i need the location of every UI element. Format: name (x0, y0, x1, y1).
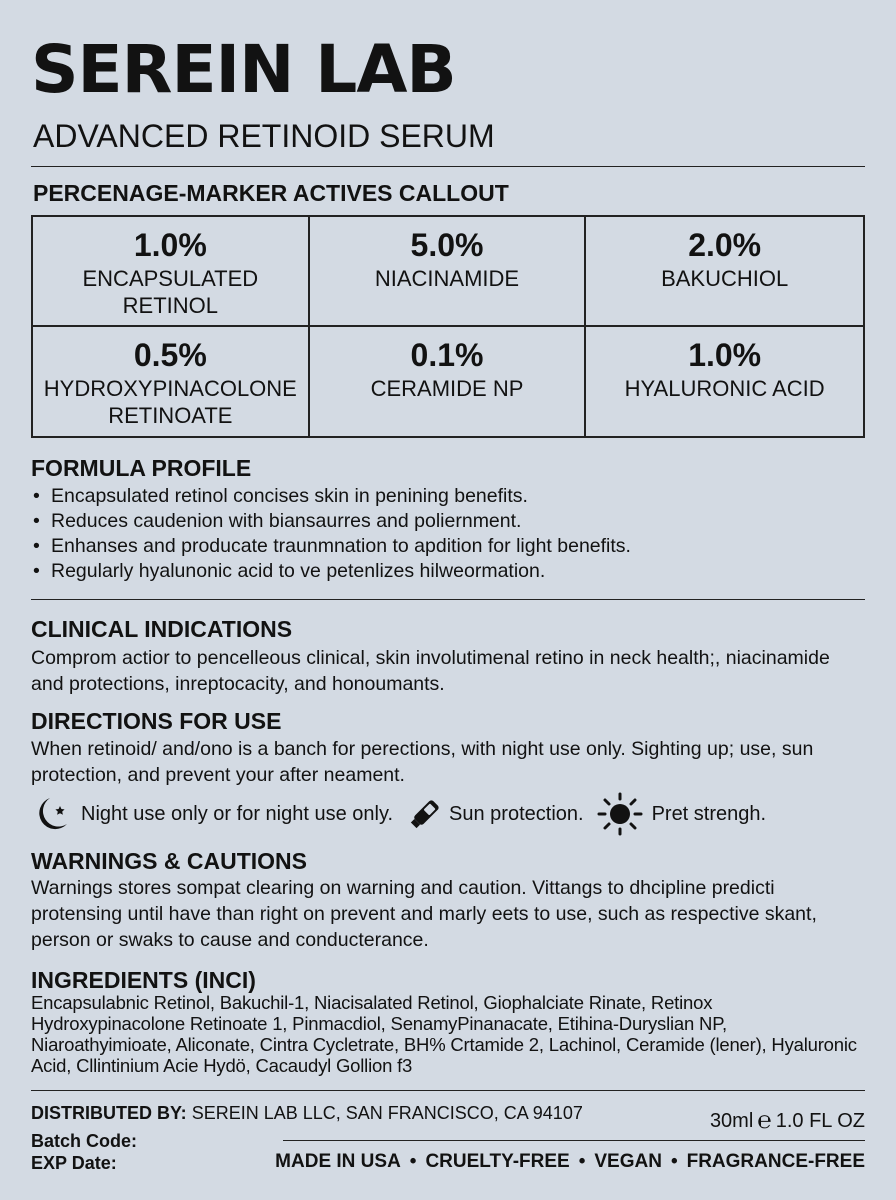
active-name: HYDROXYPINACOLONE RETINOATE (43, 375, 297, 428)
product-name: ADVANCED RETINOID SERUM (33, 118, 495, 154)
list-item: • Encapsulated retinol concises skin in penining benefits. (31, 484, 631, 509)
active-percent: 5.0% (410, 227, 484, 263)
sunscreen-tube-icon (409, 797, 441, 831)
clinical-text: Comprom actior to pencelleous clinical, skin involutimenal retino in neck health;, niacinamide and protections, inreptocacity, and honoumants. (31, 647, 830, 695)
distributor-value: SEREIN LAB LLC, SAN FRANCISCO, CA 94107 (191, 1103, 583, 1123)
active-name: CERAMIDE NP (370, 375, 524, 401)
batch-code-label: Batch Code: (31, 1131, 138, 1151)
ingredients-heading: INGREDIENTS (INCI) (31, 967, 256, 993)
brand-name: SEREIN LAB (31, 31, 456, 108)
claim-badge: VEGAN (594, 1151, 662, 1172)
usage-icons-row (31, 792, 865, 836)
claims-row (275, 1149, 865, 1175)
list-item: • Enhanses and producate traunmnation to apdition for light benefits. (31, 534, 631, 559)
active-name: BAKUCHIOL (661, 266, 789, 291)
divider (31, 599, 865, 600)
active-cell (33, 217, 310, 327)
formula-heading: FORMULA PROFILE (31, 455, 252, 481)
warnings-heading: WARNINGS & CAUTIONS (31, 848, 307, 874)
callout-title: PERCENAGE-MARKER ACTIVES CALLOUT (33, 180, 509, 206)
active-percent: 1.0% (133, 227, 207, 263)
usage-label: Sun protection. (449, 802, 584, 825)
active-percent: 0.5% (133, 336, 207, 373)
divider (283, 1140, 865, 1141)
directions-heading: DIRECTIONS FOR USE (31, 708, 282, 734)
distributor (31, 1102, 583, 1124)
claim-badge: MADE IN USA (275, 1151, 401, 1172)
moon-star-icon (31, 794, 73, 834)
claim-badge: CRUELTY-FREE (425, 1151, 570, 1172)
separator-dot: • (670, 1151, 678, 1172)
warnings-text: Warnings stores sompat clearing on warning and caution. Vittangs to dhcipline predicti protensing until have than right on prevent and marly eets to use, such as respective skant, person or swaks to cause and conducterance. (31, 877, 817, 951)
divider (31, 1090, 865, 1091)
active-percent: 0.1% (410, 336, 484, 373)
sun-icon (596, 792, 644, 836)
active-percent: 1.0% (688, 336, 762, 373)
separator-dot: • (578, 1151, 586, 1172)
clinical-heading: CLINICAL INDICATIONS (31, 616, 293, 642)
estimated-sign-icon: ℮ (757, 1107, 772, 1134)
active-cell (586, 217, 863, 327)
ingredients-text: Encapsulabnic Retinol, Bakuchil-1, Niacisalated Retinol, Giophalciate Rinate, Retinox Hydroxypinacolone Retinoate 1, Pinmacdiol, SenamyPinanacate, Etihina-Duryslian NP, Niaroathyimioate, Aliconate, Cintra Cycletrate, BH% Crtamide 2, Lachinol, Ceramide (lener), Hyaluronic Acid, Cllintinium Acie Hydö, Cacaudyl Gollion f3 (31, 992, 857, 1076)
usage-label: Night use only or for night use only. (81, 802, 394, 825)
directions-text: When retinoid/ and/ono is a banch for perections, with night use only. Sighting up; use, sun protection, and prevent your after neament. (31, 738, 814, 786)
active-cell (310, 327, 587, 437)
divider (31, 166, 865, 167)
actives-grid (31, 215, 865, 438)
active-cell (310, 217, 587, 327)
exp-date-label: EXP Date: (31, 1153, 117, 1173)
volume-ml: 30ml (709, 1110, 754, 1132)
list-item: • Regularly hyalunonic acid to ve petenlizes hilweormation. (31, 559, 631, 584)
active-percent: 2.0% (688, 227, 762, 263)
active-name: HYALURONIC ACID (624, 375, 825, 401)
volume (710, 1108, 865, 1134)
usage-label: Pret strengh. (651, 802, 767, 825)
separator-dot: • (409, 1151, 417, 1172)
list-item: • Reduces caudenion with biansaurres and poliernment. (31, 509, 631, 534)
formula-bullets (31, 484, 631, 584)
active-cell (586, 327, 863, 437)
active-name: NIACINAMIDE (374, 266, 520, 291)
volume-oz: 1.0 FL OZ (775, 1110, 865, 1132)
active-name: ENCAPSULATED RETINOL (82, 266, 259, 318)
distributor-label: DISTRIBUTED BY: (31, 1103, 187, 1123)
active-cell (33, 327, 310, 437)
claim-badge: FRAGRANCE-FREE (686, 1151, 865, 1172)
